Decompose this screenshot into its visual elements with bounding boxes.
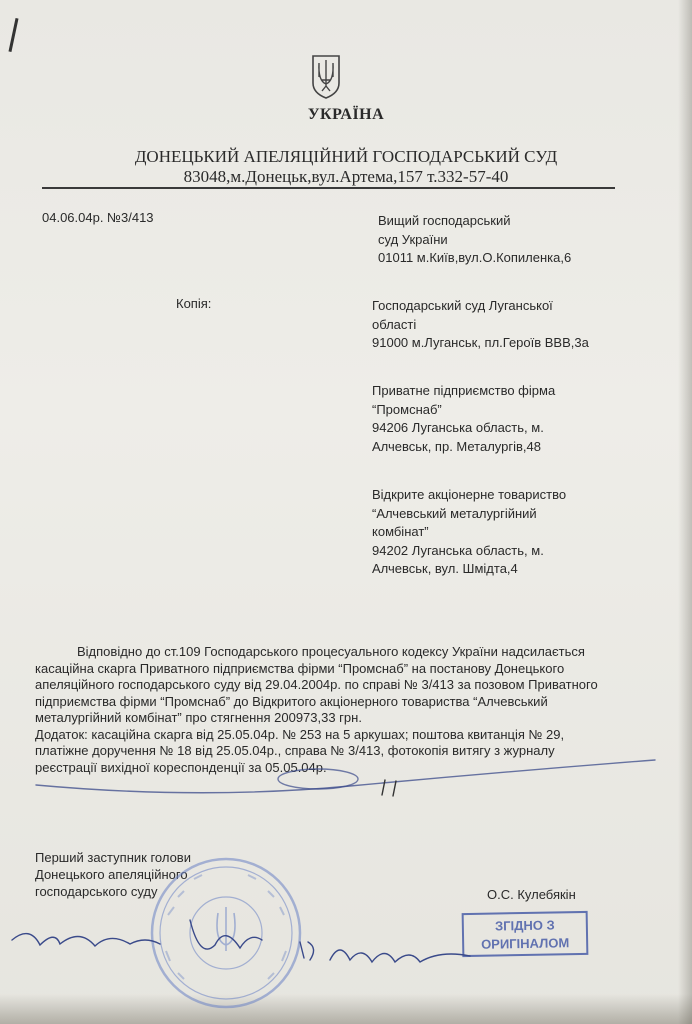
copy-label: Копія: [176,296,212,311]
recipient-line: Вищий господарський [378,213,511,228]
recipient-line: суд України [378,231,448,247]
page-shadow-bottom [0,994,692,1024]
body-line: підприємства фірми “Промснаб” до Відкритого акціонерного товариства “Алчевський [35,693,548,709]
court-name: ДОНЕЦЬКИЙ АПЕЛЯЦІЙНИЙ ГОСПОДАРСЬКИЙ СУД [134,147,558,166]
body-line: металургійний комбінат” про стягнення 200973,33 грн. [35,710,362,725]
attachments-line: платіжне доручення № 18 від 25.05.04р., справа № 3/413, фотокопія витягу з журналу [35,743,555,758]
signatory-title-line: Перший заступник голови [35,850,191,865]
header-divider [42,187,615,189]
recipient-block [378,212,571,268]
court-seal [148,855,304,1011]
recipient-line: Алчевськ, пр. Металургів,48 [372,438,541,454]
recipient-line: Відкрите акціонерне товариство [372,487,567,502]
recipient-line: Приватне підприємство фірма [372,383,556,398]
trident-coat-of-arms-icon [311,53,341,99]
attachments-line: Додаток: касаційна скарга від 25.05.04р. № 253 на 5 аркушах; поштова квитанція № 29, [35,726,565,742]
recipient-line: “Алчевський металургійний [372,505,537,521]
recipient-line: області [372,316,417,332]
body-line: касаційна скарга Приватного підприємства фірми “Промснаб” на постанову Донецького [35,660,565,676]
recipient-line: 01011 м.Київ,вул.О.Копиленка,6 [378,250,572,265]
recipient-block [372,297,589,353]
stamp-line: ОРИГІНАЛОМ [480,935,570,952]
recipient-line: Алчевськ, вул. Шмідта,4 [372,561,518,576]
attachments-line: реєстрації вихідної кореспонденції за 05.05.04р. [35,759,327,775]
letter-body [35,644,655,776]
recipient-line: 94206 Луганська область, м. [372,420,544,435]
court-address: 83048,м.Донецьк,вул.Артема,157 т.332-57-40 [183,167,509,186]
recipient-line: “Промснаб” [372,401,442,417]
recipient-block [372,486,566,579]
recipient-block [372,382,555,456]
body-line: апеляційного господарського суду від 29.04.2004р. по справі № 3/413 за позовом Приватного [35,677,598,692]
certified-copy-stamp [462,911,589,957]
recipient-line: Господарський суд Луганської [372,298,553,313]
document-reference: 04.06.04р. №3/413 [42,210,154,225]
recipient-line: комбінат” [372,524,429,539]
signer-name: О.С. Кулебякін [487,887,576,902]
stamp-line: ЗГІДНО З [494,917,555,934]
body-line: Відповідно до ст.109 Господарського процесуального кодексу України надсилається [77,644,585,659]
pen-mark [8,18,18,52]
recipient-line: 91000 м.Луганськ, пл.Героїв ВВВ,3а [372,335,589,350]
country-heading: УКРАЇНА [307,106,385,123]
signatory-title-line: господарського суду [35,884,158,899]
signatory-title-line: Донецького апеляційного [35,867,188,882]
recipient-line: 94202 Луганська область, м. [372,542,544,558]
